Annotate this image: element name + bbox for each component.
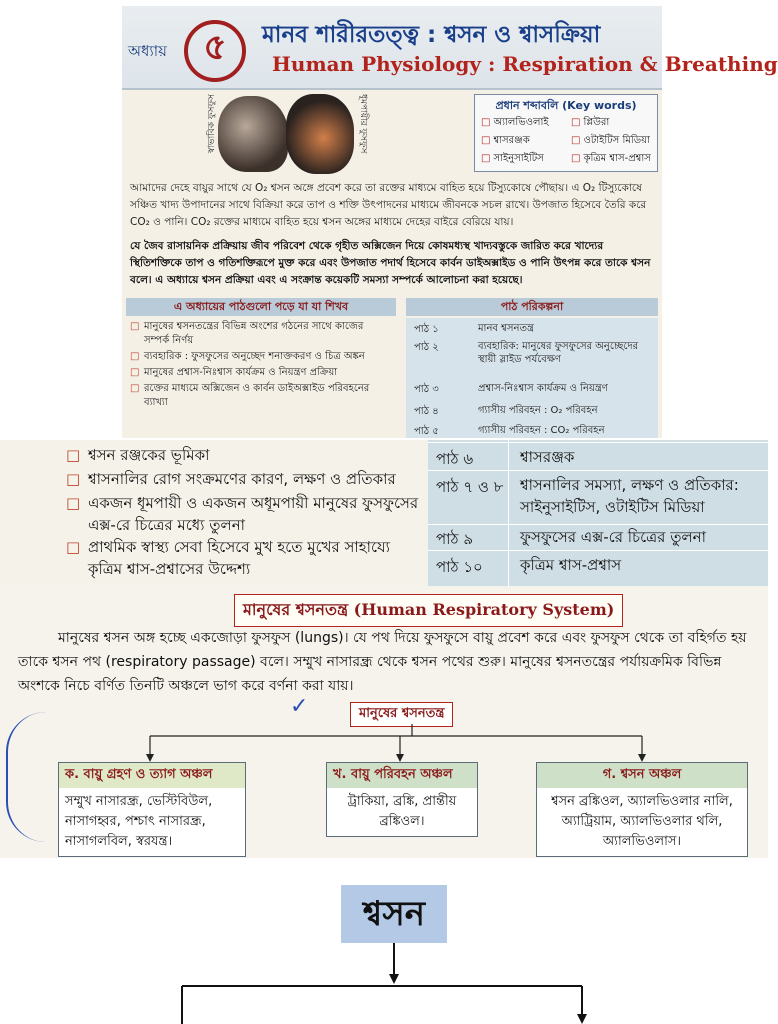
chapter-number-badge: ৫ <box>184 20 246 82</box>
lesson-title: শ্বাসনালির সমস্যা, লক্ষণ ও প্রতিকার: সাইনুসাইটিস, ওটাইটিস মিডিয়া <box>520 476 739 516</box>
lesson-title: শ্বাসরঞ্জক <box>520 448 575 466</box>
list-item: □ ব্যবহারিক : ফুসফুসের অনুচ্ছেদ শনাক্তকরণ ও চিত্র অঙ্কন <box>130 350 390 364</box>
keyword-item: □ ওটাইটিস মিডিয়া <box>571 133 650 150</box>
intro-paragraph-2: যে জৈব রাসায়নিক প্রক্রিয়ায় জীব পরিবেশ থেকে গৃহীত অক্সিজেন দিয়ে কোষমধ্যস্থ খাদ্যবস্তুকে জারিত করে খাদ্যের স্থিতিশক্তিকে তাপ ও গতিশক্তিরূপে মুক্ত করে এবং উপজাত পদার্থ হিসেবে কার্বন ডাইঅক্সাইড ও পানি উৎপন্ন করে তাকে শ্বসন বলে। এ অধ্যায়ে শ্বসন প্রক্রিয়া এবং এ সংক্রান্ত কয়েকটি সমস্যা সম্পর্কে আলোচনা করা হয়েছে। <box>130 240 651 286</box>
section-paragraph: মানুষের শ্বসন অঙ্গ হচ্ছে একজোড়া ফুসফুস (lungs)। যে পথ দিয়ে ফুসফুসে বায়ু প্রবেশ করে এবং ফুসফুস থেকে তা বহির্গত হয় তাকে শ্বসন পথ (respiratory passage) বলে। সম্মুখ নাসারন্ধ্র থেকে শ্বসন পথের শুরু। মানুষের শ্বসনতন্ত্রের পর্যায়ক্রমিক বিভিন্ন অংশকে নিচে বর্ণিত তিনটি অঞ্চলে ভাগ করে বর্ণনা করা যায়। <box>18 630 747 694</box>
learning-outcomes-header: এ অধ্যায়ের পাঠগুলো পড়ে যা যা শিখব <box>126 298 396 316</box>
tree-root-node: মানুষের শ্বসনতন্ত্র <box>350 702 453 727</box>
lesson-number: পাঠ ৬ <box>436 450 474 468</box>
region-box-title: ক. বায়ু গ্রহণ ও ত্যাগ অঞ্চল <box>59 763 245 788</box>
lesson-title: ফুসফুসের এক্স-রে চিত্রের তুলনা <box>520 528 706 546</box>
list-item: □ একজন ধূমপায়ী ও একজন অধূমপায়ী মানুষের ফুসফুসের এক্স-রে চিত্রের মধ্যে তুলনা <box>66 492 422 536</box>
chapter-label: অধ্যায় <box>128 42 167 60</box>
keyword-item: □ প্লিউরা <box>571 115 609 132</box>
region-box-body: ট্রাকিয়া, ব্রঙ্কি, প্রান্তীয় ব্রঙ্কিওল। <box>347 794 457 829</box>
lesson-number: পাঠ ৯ <box>436 530 474 548</box>
flowchart-root-node: শ্বসন <box>341 885 447 943</box>
region-box-body: সম্মুখ নাসারন্ধ্র, ভেস্টিবিউল, নাসাগহ্বর, পশ্চাৎ নাসারন্ধ্র, নাসাগলবিল, স্বরযন্ত্র। <box>65 794 213 849</box>
list-item: □ প্রাথমিক স্বাস্থ্য সেবা হিসেবে মুখ হতে মুখের সাহায্যে কৃত্রিম শ্বাস-প্রশ্বাসের উদ্দেশ্য <box>66 536 422 580</box>
lesson-number: পাঠ ১ <box>414 324 439 335</box>
lesson-title: কৃত্রিম শ্বাস-প্রশ্বাস <box>520 556 622 574</box>
smoker-lung-caption: ধূমপায়ীর ফুসফুস <box>358 94 368 154</box>
chapter-title-english: Human Physiology : Respiration & Breathing <box>272 52 778 76</box>
list-item: □ মানুষের প্রশ্বাস-নিঃশ্বাস কার্যক্রম ও নিয়ন্ত্রণ প্রক্রিয়া <box>130 366 390 380</box>
list-item: □ শ্বসন রঞ্জকের ভূমিকা <box>66 444 422 466</box>
normal-lung-caption: স্বাভাবিক ফুসফুস <box>207 94 217 154</box>
section-heading-english: (Human Respiratory System) <box>353 600 615 619</box>
lesson-title: প্রশ্বাস-নিঃশ্বাস কার্যক্রম ও নিয়ন্ত্রণ <box>478 383 608 394</box>
chapter-title-bengali: মানব শারীরতত্ত্ব : শ্বসন ও শ্বাসক্রিয়া <box>262 22 601 48</box>
intro-paragraph-1: আমাদের দেহে বায়ুর সাথে যে O₂ শ্বসন অঙ্গে প্রবেশ করে তা রক্তের মাধ্যমে বাহিত হয়ে টিস্যুকোষে পৌছায়। এ O₂ টিস্যুকোষে সঞ্চিত খাদ্য উপাদানের সাথে বিক্রিয়া করে তাপ ও শক্তি উৎপাদনের মাধ্যমে জীবনকে সচল রাখে। উপজাত হিসেবে তৈরি করে CO₂ ও পানি। CO₂ রক্তের মাধ্যমে বাহিত হয়ে শ্বসন অঙ্গের মাধ্যমে দেহের বাইরে বেরিয়ে যায়। <box>130 182 647 228</box>
lesson-number: পাঠ ১০ <box>436 558 483 576</box>
region-box-title: খ. বায়ু পরিবহন অঞ্চল <box>327 763 477 788</box>
lesson-plan-header: পাঠ পরিকল্পনা <box>406 298 658 316</box>
keyword-item: □ অ্যালভিওলাই <box>481 115 549 132</box>
pen-tick-mark-icon: ✓ <box>290 694 309 719</box>
section-heading-bengali: মানুষের শ্বসনতন্ত্র <box>243 600 349 619</box>
lesson-title: ব্যবহারিক: মানুষের ফুসফুসের অনুচ্ছেদের স্থায়ী স্লাইড পর্যবেক্ষণ <box>478 341 639 365</box>
lesson-number: পাঠ ৩ <box>414 384 439 395</box>
lesson-number: পাঠ ২ <box>414 342 439 353</box>
lesson-title: গ্যাসীয় পরিবহন : O₂ পরিবহন <box>478 405 598 416</box>
keyword-item: □ শ্বাসরঞ্জক <box>481 133 530 150</box>
region-box-title: গ. শ্বসন অঞ্চল <box>537 763 747 788</box>
keyword-item: □ কৃত্রিম শ্বাস-প্রশ্বাস <box>571 151 651 168</box>
lesson-number: পাঠ ৭ ও ৮ <box>436 478 504 496</box>
lesson-title: গ্যাসীয় পরিবহন : CO₂ পরিবহন <box>478 425 605 436</box>
keywords-title: প্রধান শব্দাবলি (Key words) <box>495 99 637 112</box>
keyword-item: □ সাইনুসাইটিস <box>481 151 544 168</box>
region-box-body: শ্বসন ব্রঙ্কিওল, অ্যালভিওলার নালি, অ্যাট্রিয়াম, অ্যালভিওলার থলি, অ্যালভিওলাস। <box>551 794 733 849</box>
list-item: □ শ্বাসনালির রোগ সংক্রমণের কারণ, লক্ষণ ও প্রতিকার <box>66 468 422 490</box>
list-item: □ মানুষের শ্বসনতন্ত্রের বিভিন্ন অংশের গঠনের সাথে কাজের সম্পর্ক নির্ণয় <box>130 320 390 348</box>
lesson-number: পাঠ ৪ <box>414 406 439 417</box>
lesson-title: মানব শ্বসনতন্ত্র <box>478 323 534 334</box>
list-item: □ রক্তের মাধ্যমে অক্সিজেন ও কার্বন ডাইঅক্সাইড পরিবহনের ব্যাখ্যা <box>130 382 390 410</box>
lesson-number: পাঠ ৫ <box>414 426 439 437</box>
